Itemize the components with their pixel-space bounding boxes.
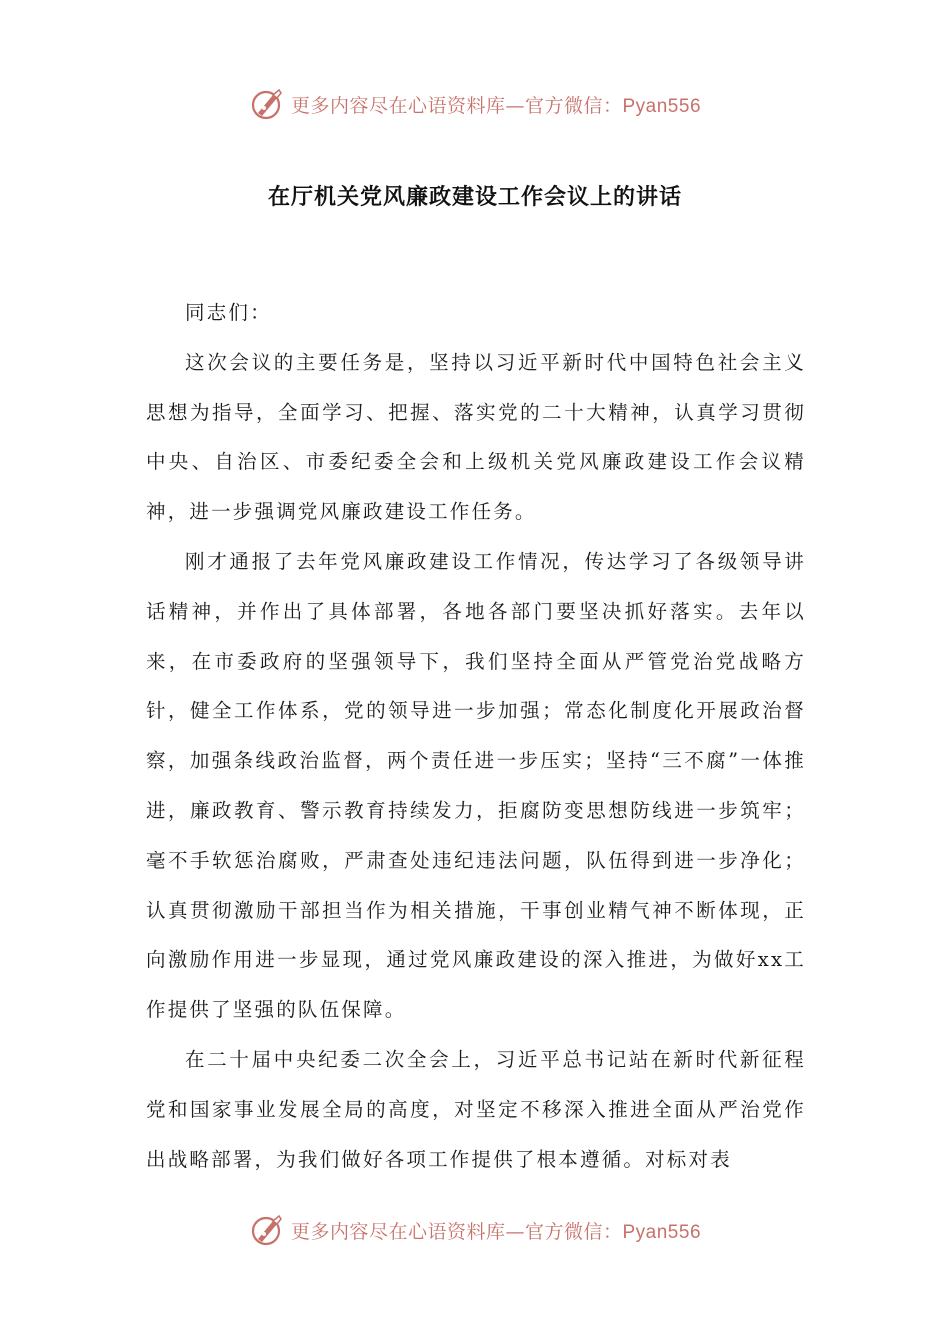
- watermark-text: 更多内容尽在心语资料库—官方微信：Pyan556: [290, 94, 702, 117]
- header-watermark: [0, 82, 950, 126]
- pen-nib-logo-icon: [249, 1212, 285, 1248]
- paragraph-3: 在二十届中央纪委二次全会上，习近平总书记站在新时代新征程党和国家事业发展全局的高度，对坚定不移深入推进全面从严治党作出战略部署，为我们做好各项工作提供了根本遵循。对标对表: [146, 1047, 806, 1171]
- paragraph-1: 这次会议的主要任务是，坚持以习近平新时代中国特色社会主义思想为指导，全面学习、把握、落实党的二十大精神，认真学习贯彻中央、自治区、市委纪委全会和上级机关党风廉政建设工作会议精神，进一步强调党风廉政建设工作任务。: [146, 350, 806, 524]
- salutation: 同志们：: [185, 301, 272, 324]
- footer-watermark: [0, 1208, 950, 1252]
- watermark-text: 更多内容尽在心语资料库—官方微信：Pyan556: [290, 1220, 702, 1243]
- document-title: 在厅机关党风廉政建设工作会议上的讲话: [267, 185, 682, 210]
- pen-nib-logo-icon: [249, 86, 285, 122]
- document-body: [146, 288, 806, 1184]
- paragraph-2: 刚才通报了去年党风廉政建设工作情况，传达学习了各级领导讲话精神，并作出了具体部署，各地各部门要坚决抓好落实。去年以来，在市委政府的坚强领导下，我们坚持全面从严管党治党战略方针，健全工作体系，党的领导进一步加强；常态化制度化开展政治督察，加强条线政治监督，两个责任进一步压实；坚持“三不腐”一体推进，廉政教育、警示教育持续发力，拒腐防变思想防线进一步筑牢；毫不手软惩治腐败，严肃查处违纪违法问题，队伍得到进一步净化；认真贯彻激励干部担当作为相关措施，干事创业精气神不断体现，正向激励作用进一步显现，通过党风廉政建设的深入推进，为做好xx工作提供了坚强的队伍保障。: [146, 549, 806, 1022]
